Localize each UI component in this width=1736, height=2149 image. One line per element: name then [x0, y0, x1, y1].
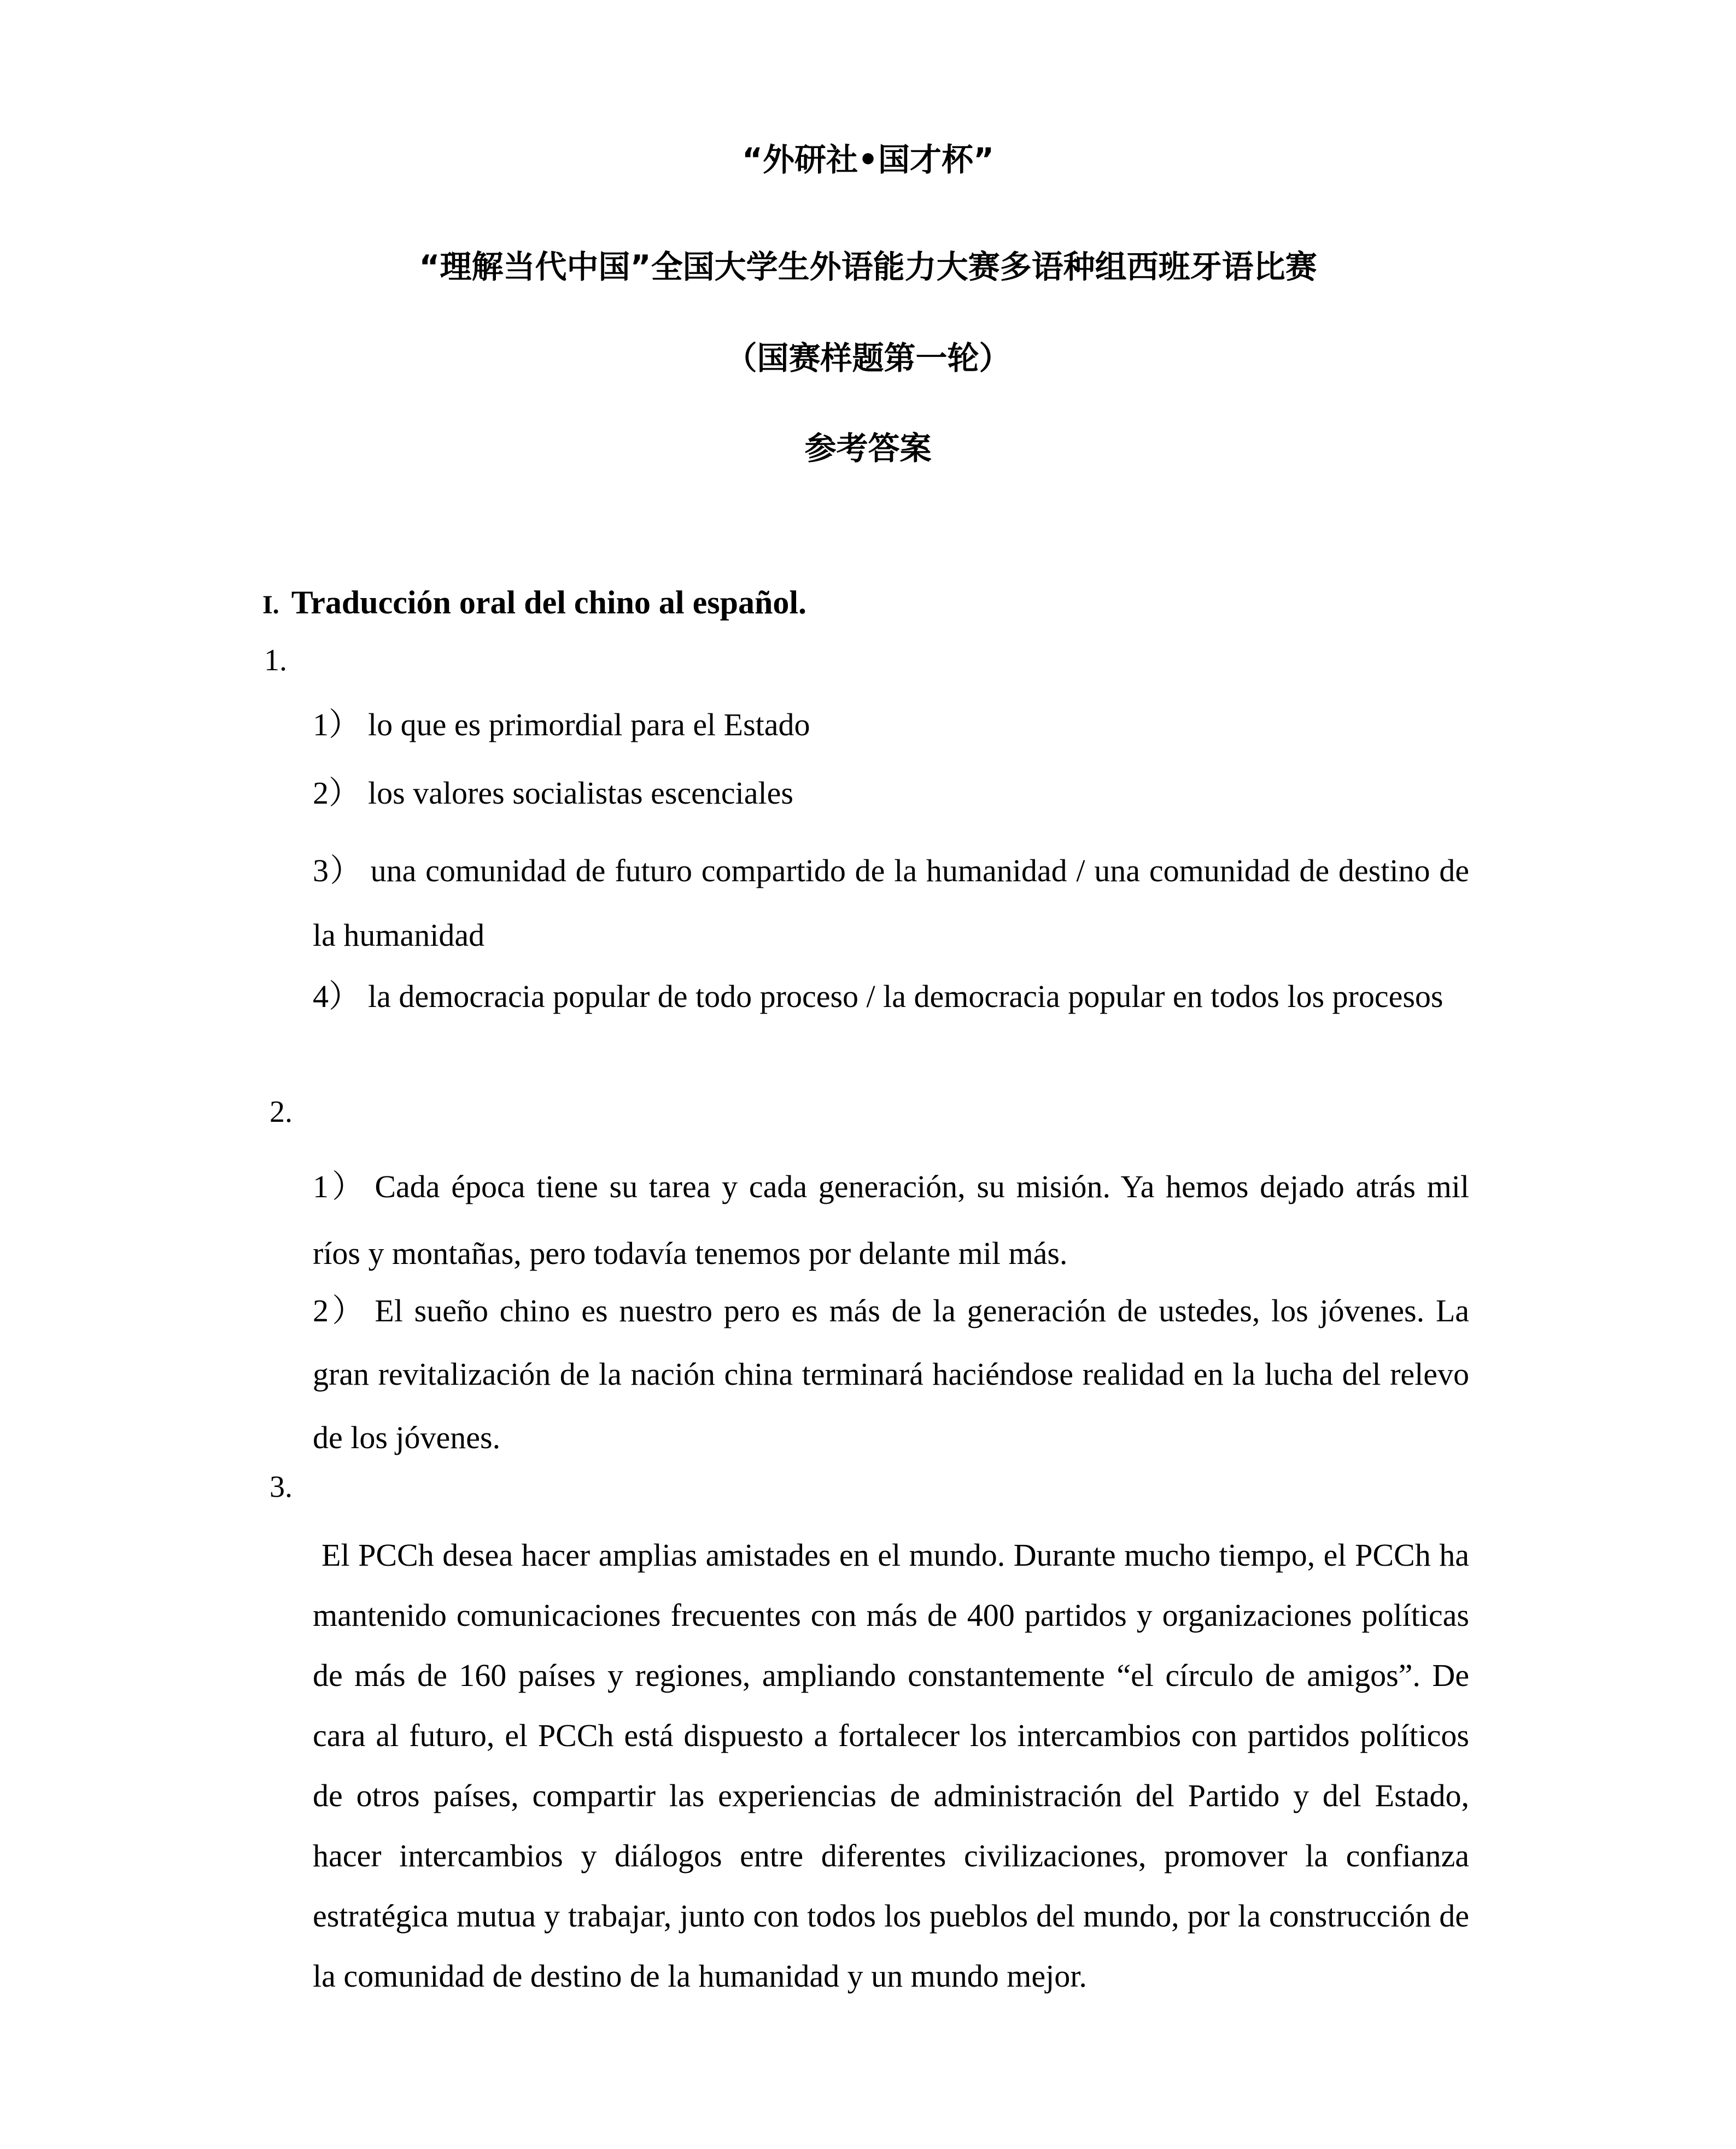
- competition-cup-title: “外研社•国才杯”: [741, 141, 995, 178]
- answer-text: una comunidad de futuro compartido de la humanidad / una comunidad de destino de la humanidad: [313, 853, 1469, 953]
- answer-label: 1）: [313, 707, 361, 742]
- answer-item: [313, 1279, 1469, 1469]
- answer-label: 4）: [313, 979, 361, 1014]
- answer-item: [313, 703, 1469, 747]
- answer-item: [313, 1153, 1469, 1287]
- answer-label: 2）: [313, 775, 361, 811]
- answer-label: 2）: [313, 1293, 367, 1328]
- question-number: 2.: [270, 1095, 293, 1129]
- answer-text: lo que es primordial para el Estado: [368, 707, 810, 742]
- answer-item: [313, 839, 1469, 968]
- answer-label: 3）: [313, 853, 363, 888]
- answer-item: [313, 964, 1469, 1029]
- reference-answers-title: 参考答案: [804, 430, 932, 467]
- question-number: 1.: [264, 643, 287, 677]
- answer-text: los valores socialistas escenciales: [368, 775, 793, 811]
- section-numeral: I.: [262, 590, 279, 619]
- competition-name-title: “理解当代中国”全国大学生外语能力大赛多语种组西班牙语比赛: [419, 248, 1317, 285]
- answer-text: la democracia popular de todo proceso / la democracia popular en todos los procesos: [368, 979, 1443, 1014]
- answer-text: Cada época tiene su tarea y cada generación, su misión. Ya hemos dejado atrás mil ríos y montañas, pero todavía tenemos por delante mil más.: [313, 1169, 1469, 1271]
- answer-paragraph: El PCCh desea hacer amplias amistades en el mundo. Durante mucho tiempo, el PCCh ha mantenido comunicaciones frecuentes con más de 400 partidos y organizaciones políticas de más de 160 países y regiones, ampliando constantemente “el círculo de amigos”. De cara al futuro, el PCCh está dispuesto a fortalecer los intercambios con partidos políticos de otros países, compartir las experiencias de administración del Partido y del Estado, hacer intercambios y diálogos entre diferentes civilizaciones, promover la confianza estratégica mutua y trabajar, junto con todos los pueblos del mundo, por la construcción de la comunidad de destino de la humanidad y un mundo mejor.: [313, 1537, 1469, 1994]
- answer-item: [313, 771, 1469, 815]
- answer-text: El sueño chino es nuestro pero es más de la generación de ustedes, los jóvenes. La gran revitalización de la nación china terminará haciéndose realidad en la lucha del relevo de los jóvenes.: [313, 1293, 1469, 1455]
- answer-label: 1）: [313, 1169, 367, 1204]
- sample-round-subtitle: （国赛样题第一轮）: [725, 339, 1011, 377]
- section-heading: [262, 581, 806, 627]
- section-title: Traducción oral del chino al español.: [291, 584, 806, 620]
- question-number: 3.: [270, 1470, 293, 1504]
